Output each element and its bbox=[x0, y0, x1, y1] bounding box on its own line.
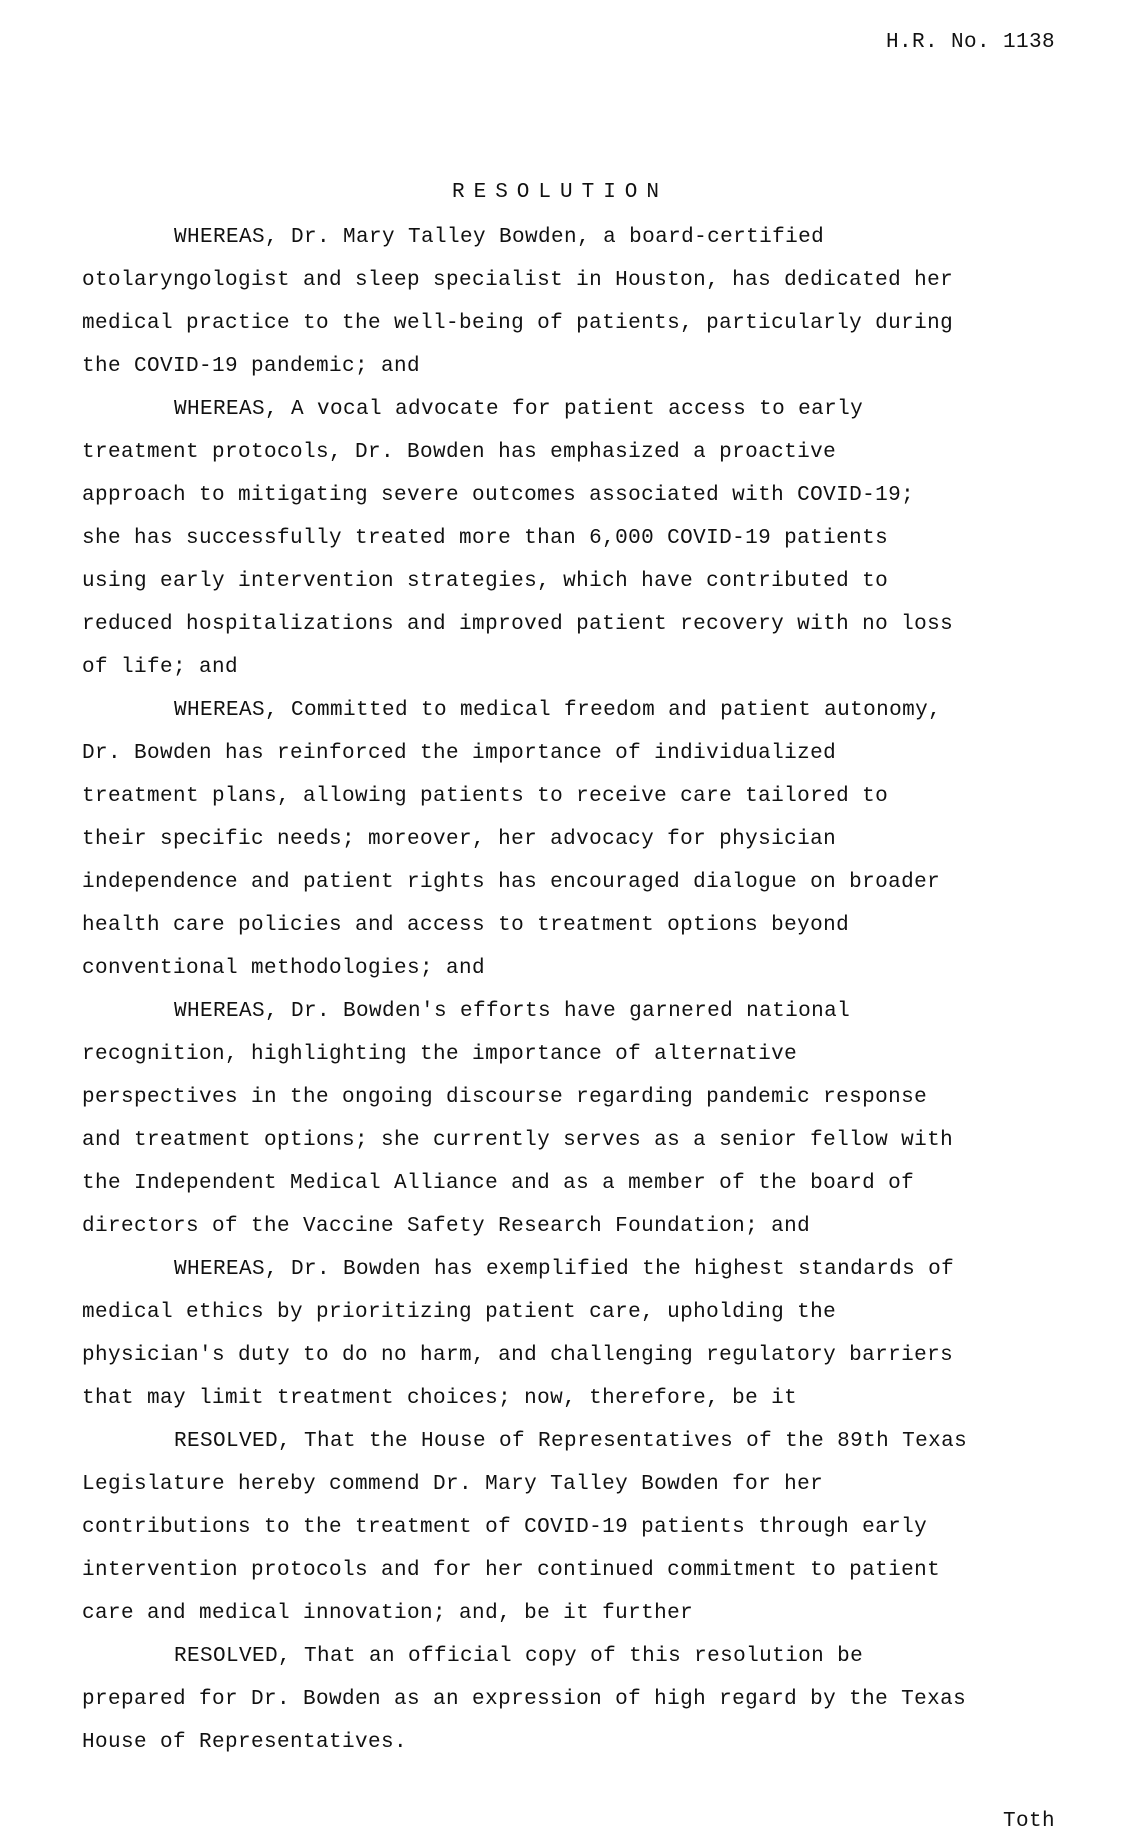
paragraph-first-line: WHEREAS, A vocal advocate for patient access to early bbox=[174, 398, 864, 421]
paragraph-first-line: RESOLVED, That the House of Representatives of the 89th Texas bbox=[174, 1430, 968, 1453]
paragraph-line: that may limit treatment choices; now, therefore, be it bbox=[82, 1387, 798, 1410]
paragraph-line: House of Representatives. bbox=[82, 1731, 408, 1754]
paragraph-line: the COVID-19 pandemic; and bbox=[82, 355, 421, 378]
paragraph-line: and treatment options; she currently serves as a senior fellow with bbox=[82, 1129, 954, 1152]
paragraph-line: health care policies and access to treatment options beyond bbox=[82, 914, 850, 937]
paragraph-line: directors of the Vaccine Safety Research Foundation; and bbox=[82, 1215, 811, 1238]
paragraph-line: perspectives in the ongoing discourse regarding pandemic response bbox=[82, 1086, 928, 1109]
paragraph-line: conventional methodologies; and bbox=[82, 957, 486, 980]
paragraph-line: prepared for Dr. Bowden as an expression of high regard by the Texas bbox=[82, 1688, 967, 1711]
paragraph-line: independence and patient rights has encouraged dialogue on broader bbox=[82, 871, 941, 894]
paragraph-first-line: WHEREAS, Dr. Mary Talley Bowden, a board-certified bbox=[174, 226, 825, 249]
paragraph-line: treatment protocols, Dr. Bowden has emphasized a proactive bbox=[82, 441, 837, 464]
paragraph-line: physician's duty to do no harm, and challenging regulatory barriers bbox=[82, 1344, 954, 1367]
paragraph-first-line: RESOLVED, That an official copy of this resolution be bbox=[174, 1645, 864, 1668]
paragraph-line: approach to mitigating severe outcomes associated with COVID-19; bbox=[82, 484, 915, 507]
paragraph-first-line: WHEREAS, Committed to medical freedom and patient autonomy, bbox=[174, 699, 942, 722]
document-title: RESOLUTION bbox=[451, 181, 669, 204]
paragraph-line: care and medical innovation; and, be it further bbox=[82, 1602, 694, 1625]
paragraph-line: otolaryngologist and sleep specialist in Houston, has dedicated her bbox=[82, 269, 954, 292]
paragraph-line: reduced hospitalizations and improved patient recovery with no loss bbox=[82, 613, 954, 636]
paragraph-line: she has successfully treated more than 6,000 COVID-19 patients bbox=[82, 527, 889, 550]
paragraph-first-line: WHEREAS, Dr. Bowden has exemplified the highest standards of bbox=[174, 1258, 955, 1281]
sponsor-name: Toth bbox=[1002, 1810, 1055, 1833]
paragraph-line: their specific needs; moreover, her advocacy for physician bbox=[82, 828, 837, 851]
resolution-body bbox=[82, 220, 1082, 1768]
paragraph-line: of life; and bbox=[82, 656, 239, 679]
paragraph-line: medical practice to the well-being of patients, particularly during bbox=[82, 312, 954, 335]
paragraph-line: contributions to the treatment of COVID-19 patients through early bbox=[82, 1516, 928, 1539]
paragraph-first-line: WHEREAS, Dr. Bowden's efforts have garnered national bbox=[174, 1000, 851, 1023]
paragraph-line: recognition, highlighting the importance of alternative bbox=[82, 1043, 798, 1066]
paragraph-line: Legislature hereby commend Dr. Mary Talley Bowden for her bbox=[82, 1473, 824, 1496]
paragraph-line: using early intervention strategies, which have contributed to bbox=[82, 570, 889, 593]
paragraph-line: intervention protocols and for her continued commitment to patient bbox=[82, 1559, 941, 1582]
bill-number: H.R. No. 1138 bbox=[885, 31, 1055, 54]
paragraph-line: the Independent Medical Alliance and as a member of the board of bbox=[82, 1172, 915, 1195]
paragraph-line: Dr. Bowden has reinforced the importance of individualized bbox=[82, 742, 837, 765]
paragraph-line: medical ethics by prioritizing patient care, upholding the bbox=[82, 1301, 837, 1324]
paragraph-line: treatment plans, allowing patients to receive care tailored to bbox=[82, 785, 889, 808]
